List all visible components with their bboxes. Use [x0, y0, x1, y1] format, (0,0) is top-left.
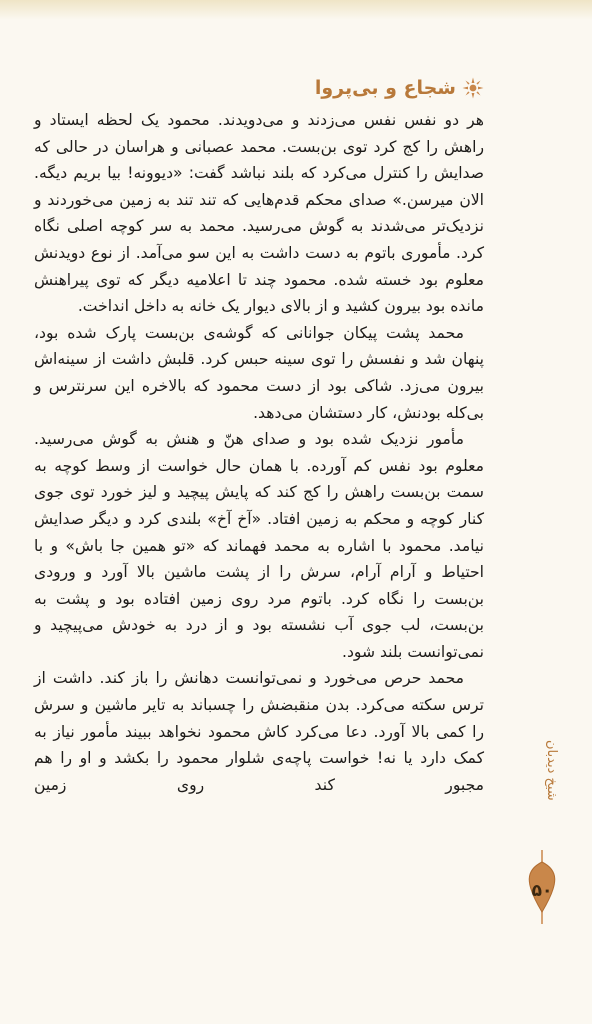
paragraph-4: محمد حرص می‌خورد و نمی‌توانست دهانش را باز کند. داشت از ترس سکته می‌کرد. بدن منقبضش را چسباند به تایر ماشین و سرش را کمی بالا آورد. دعا می‌کرد کاش محمود نخواهد ببیند مأمور نیاز به کمک دارد یا نه! خواست پاچه‌ی شلوار محمود را بکشد و او را هم مجبور کند روی زمین — [34, 669, 484, 794]
sun-ornament-icon — [462, 77, 484, 99]
body-text — [34, 107, 484, 798]
book-title-side-label: شیخ دیدبان — [544, 739, 559, 801]
section-title: شجاع و بی‌پروا — [314, 77, 456, 99]
paragraph-2: محمد پشت پیکان جوانانی که گوشه‌ی بن‌بست پارک شده بود، پنهان شد و نفسش را توی سینه حبس کرد. قلبش داشت از سینه‌اش بیرون می‌زد. شاکی بود از دست محمود که بالاخره این سرنترس و بی‌کله بودنش، کار دستشان می‌دهد. — [34, 323, 484, 422]
paragraph-1: هر دو نفس نفس می‌زدند و می‌دویدند. محمود یک لحظه ایستاد و راهش را کج کرد توی بن‌بست. محمد عصبانی و هراسان در حالی که صدایش را کنترل می‌کرد که بلند نباشد گفت: «دیوونه! بیا بریم دیگه. الان میرسن.» صدای محکم قدم‌هایی که تند تند به زمین می‌خوردند و نزدیک‌تر می‌شدند به گوش می‌رسید. محمد به سر کوچه اصلی نگاه کرد. مأموری باتوم به دست داشت به این سو می‌آمد. از نوع دویدنش معلوم بود خسته شده. محمود چند تا اعلامیه دیگر که توی پیراهنش مانده بود بیرون کشید و از بالای دیوار یک خانه به داخل انداخت. — [34, 111, 484, 316]
page-number: ۵۰ — [531, 881, 553, 901]
book-page — [34, 0, 484, 1024]
section-heading — [315, 76, 484, 100]
paragraph-3: مأمور نزدیک شده بود و صدای هنّ و هنش به گوش می‌رسید. معلوم بود نفس کم آورده. با همان حال خواست از وسط کوچه به سمت بن‌بست راهش را کج کند که پایش پیچید و لیز خورد توی جوی کنار کوچه و محکم به زمین افتاد. «آخ آخ» بلندی کرد و دیگر صدایش نیامد. محمود با اشاره به محمد فهماند که «تو همین جا باش» و با احتیاط و آرام آرام، سرش را از پشت ماشین بالا آورد و ورودی بن‌بست را نگاه کرد. باتوم مرد روی زمین افتاده بود و پشت به بن‌بست، لب جوی آب نشسته بود و از درد به خودش می‌پیچید و نمی‌توانست بلند شود. — [34, 430, 484, 661]
